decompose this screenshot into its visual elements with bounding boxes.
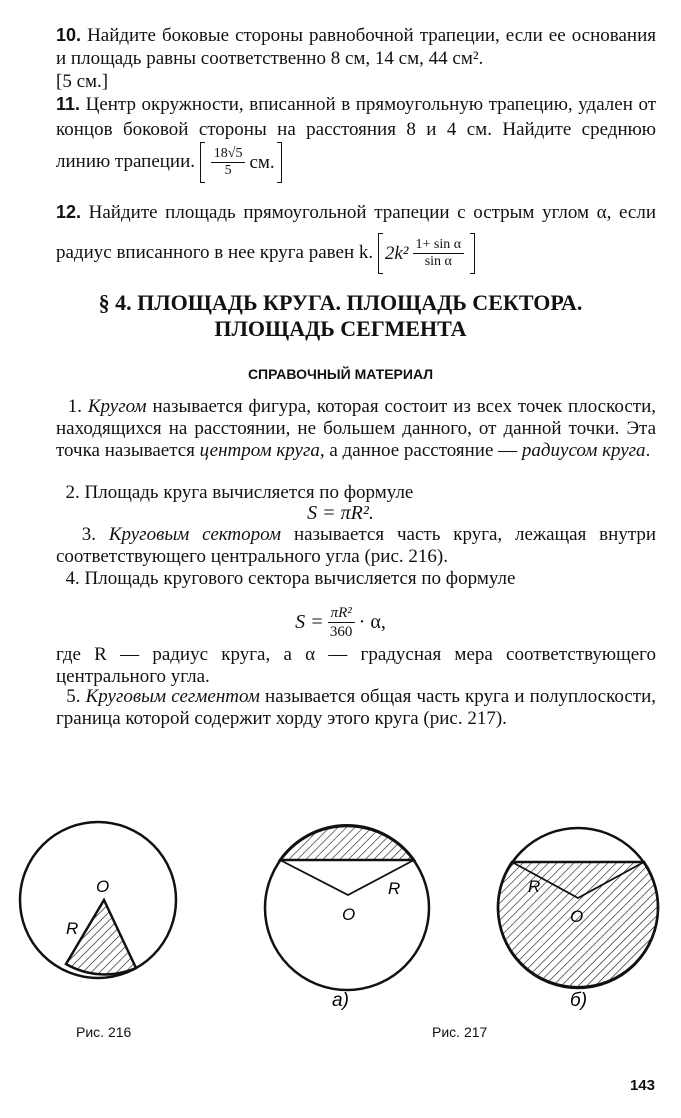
reference-item-3 xyxy=(56,524,656,568)
figure-217-caption: Рис. 217 xyxy=(432,1024,488,1040)
section-title-line1: § 4. ПЛОЩАДЬ КРУГА. ПЛОЩАДЬ СЕКТОРА. xyxy=(98,290,583,315)
formula-left: S = xyxy=(295,611,324,633)
item-text: называется общая часть круга и полуплоскости, граница которой содержит хорду этого круга (рис. 217). xyxy=(56,686,656,729)
formula-right: · α, xyxy=(358,611,386,633)
problem-text: Найдите площадь прямоугольной трапеции с острым углом α, если радиус вписанного в нее круга равен k. xyxy=(56,202,656,263)
reference-item-4-after xyxy=(56,644,656,688)
figure-216 xyxy=(20,822,176,978)
item-text: 2. Площадь круга вычисляется по формуле xyxy=(65,482,414,503)
center-label: O xyxy=(96,877,110,896)
figure-216-caption: Рис. 216 xyxy=(76,1024,132,1040)
segment-hatched xyxy=(280,825,414,860)
item-text: 4. Площадь кругового сектора вычисляется по формуле xyxy=(65,568,516,589)
center-label: O xyxy=(342,905,356,924)
page-number: 143 xyxy=(629,1077,655,1094)
item-number: 1. xyxy=(67,396,83,417)
reference-item-5 xyxy=(56,686,656,730)
fraction-numerator: 18√5 xyxy=(211,146,246,163)
problem-12 xyxy=(56,192,656,274)
item-text: где R — радиус круга, а α — градусная мера соответствующего центрального угла. xyxy=(56,644,656,687)
item-text: а данное расстояние — xyxy=(329,440,518,461)
problem-answer: [5 см.] xyxy=(56,71,109,92)
item-term: Круговым сектором xyxy=(108,524,282,545)
answer-fraction xyxy=(211,146,246,179)
radius-label: R xyxy=(388,879,401,898)
item-number: 3. xyxy=(81,524,96,545)
formula-circle-area: S = πR². xyxy=(307,502,374,524)
problem-number: 11. xyxy=(56,94,81,114)
fraction-numerator: πR² xyxy=(328,604,355,623)
figures-svg xyxy=(0,800,681,1060)
formula-sector-area xyxy=(0,604,681,641)
sub-label: б) xyxy=(570,990,588,1011)
reference-item-1: 1. Кругом называется фигура, которая состоит из всех точек плоскости, находящихся на расстоянии, не большем данного, от данной точки. Эта точка называется центром круга, а данное расстояние — радиусом круга. xyxy=(56,396,656,461)
fraction-denominator: 5 xyxy=(224,163,232,178)
reference-item-2 xyxy=(56,482,656,504)
center-label: O xyxy=(570,907,584,926)
formula-fraction xyxy=(328,604,355,641)
answer-bracket xyxy=(378,233,475,274)
fraction-denominator: 360 xyxy=(329,624,353,640)
fraction-numerator: 1+ sin α xyxy=(413,237,465,254)
problem-text: Найдите боковые стороны равнобочной трапеции, если ее основания и площадь равны соответственно 8 см, 14 см, 44 см². xyxy=(56,25,656,69)
fraction-denominator: sin α xyxy=(424,254,452,270)
answer-unit: см. xyxy=(249,152,275,173)
item-text: называется фигура, которая состоит из всех точек плоскости, находящихся на расстоянии, не большем данного, от данной точки. Эта точка называется xyxy=(56,396,656,461)
item-number: 5. xyxy=(66,686,81,707)
problem-number: 10. xyxy=(56,25,82,45)
problem-number: 12. xyxy=(56,202,82,222)
item-term: Кругом xyxy=(87,396,147,417)
problem-11 xyxy=(56,92,656,183)
figure-217a xyxy=(265,825,429,1011)
problem-text: Центр окружности, вписанной в прямоугольную трапецию, удален от концов боковой стороны на расстояния 8 и 4 см. Найдите среднюю линию трапеции. xyxy=(56,94,656,172)
item-term: Круговым сегментом xyxy=(85,686,260,707)
reference-item-4 xyxy=(56,568,656,590)
radius-label: R xyxy=(66,919,79,938)
answer-fraction xyxy=(413,237,465,270)
sub-label: а) xyxy=(332,990,349,1011)
item-text: называется часть круга, лежащая внутри соответствующего центрального угла (рис. 216). xyxy=(56,524,657,567)
item-term: центром круга, xyxy=(199,440,325,461)
item-term: радиусом круга xyxy=(521,440,646,461)
section-subtitle: СПРАВОЧНЫЙ МАТЕРИАЛ xyxy=(247,366,434,382)
figure-217b xyxy=(498,828,658,1011)
problem-10 xyxy=(56,24,656,93)
answer-prefix: 2k² xyxy=(384,242,409,264)
answer-bracket xyxy=(200,142,282,183)
section-title-line2: ПЛОЩАДЬ СЕГМЕНТА xyxy=(214,316,467,341)
radius-label: R xyxy=(528,877,541,896)
